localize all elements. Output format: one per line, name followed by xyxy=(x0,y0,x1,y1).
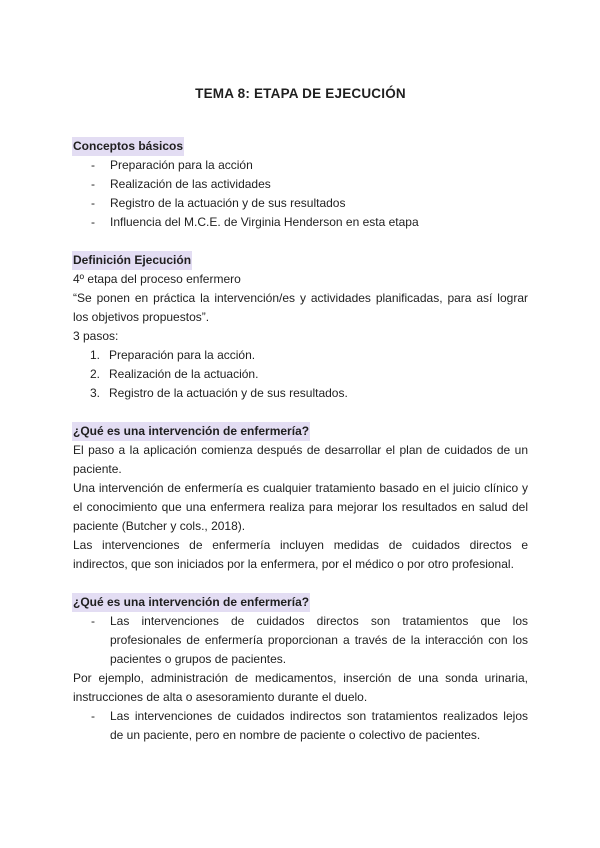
paragraph-line: Una intervención de enfermería es cualquier tratamiento basado en el juicio clínico y xyxy=(73,481,528,495)
list-item: - Las intervenciones de cuidados directos son tratamientos que los profesionales de enfermería proporcionan a través de la interacción con los pacientes o grupos de pacientes. xyxy=(91,614,528,666)
paragraph-line: Las intervenciones de enfermería incluyen medidas de cuidados directos e xyxy=(73,538,528,552)
paragraph-line: “Se ponen en práctica la intervención/es y actividades planificadas, para así lograr xyxy=(73,291,528,305)
paragraph-line: paciente (Butcher y cols., 2018). xyxy=(73,519,246,533)
paragraph-line: el conocimiento que una enfermera realiza para mejorar los resultados en salud del xyxy=(73,500,528,514)
section-definicion xyxy=(73,251,528,403)
section-conceptos xyxy=(73,137,528,232)
section-heading: ¿Qué es una intervención de enfermería? xyxy=(72,593,310,612)
list-item: - Preparación para la acción xyxy=(91,158,253,172)
section-heading: Definición Ejecución xyxy=(72,251,192,270)
list-item: - Realización de las actividades xyxy=(91,177,271,191)
list-item: - Registro de la actuación y de sus resultados xyxy=(91,196,346,210)
section-intervencion-1 xyxy=(73,422,528,574)
paragraph-line: paciente. xyxy=(73,462,122,476)
list-item: 3. Registro de la actuación y de sus resultados. xyxy=(90,386,348,400)
paragraph: 3 pasos: xyxy=(73,329,119,343)
section-heading: Conceptos básicos xyxy=(72,137,184,156)
paragraph: 4º etapa del proceso enfermero xyxy=(73,272,241,286)
section-heading: ¿Qué es una intervención de enfermería? xyxy=(72,422,310,441)
list-item: 2. Realización de la actuación. xyxy=(90,367,259,381)
paragraph-line: los objetivos propuestos”. xyxy=(73,310,210,324)
page-title: TEMA 8: ETAPA DE EJECUCIÓN xyxy=(195,86,406,101)
paragraph-line: Por ejemplo, administración de medicamentos, inserción de una sonda urinaria, xyxy=(73,671,528,685)
list-item: 1. Preparación para la acción. xyxy=(90,348,256,362)
list-item: - Las intervenciones de cuidados indirectos son tratamientos realizados lejos de un paciente, pero en nombre de paciente o colectivo de pacientes. xyxy=(91,709,528,742)
paragraph-line: indirectos, que son iniciados por la enfermera, por el médico o por otro profesional. xyxy=(73,557,514,571)
section-intervencion-2 xyxy=(73,593,528,745)
paragraph-line: El paso a la aplicación comienza después de desarrollar el plan de cuidados de un xyxy=(73,443,528,457)
paragraph-line: instrucciones de alta o asesoramiento durante el duelo. xyxy=(73,690,368,704)
list-item: - Influencia del M.C.E. de Virginia Henderson en esta etapa xyxy=(91,215,419,229)
